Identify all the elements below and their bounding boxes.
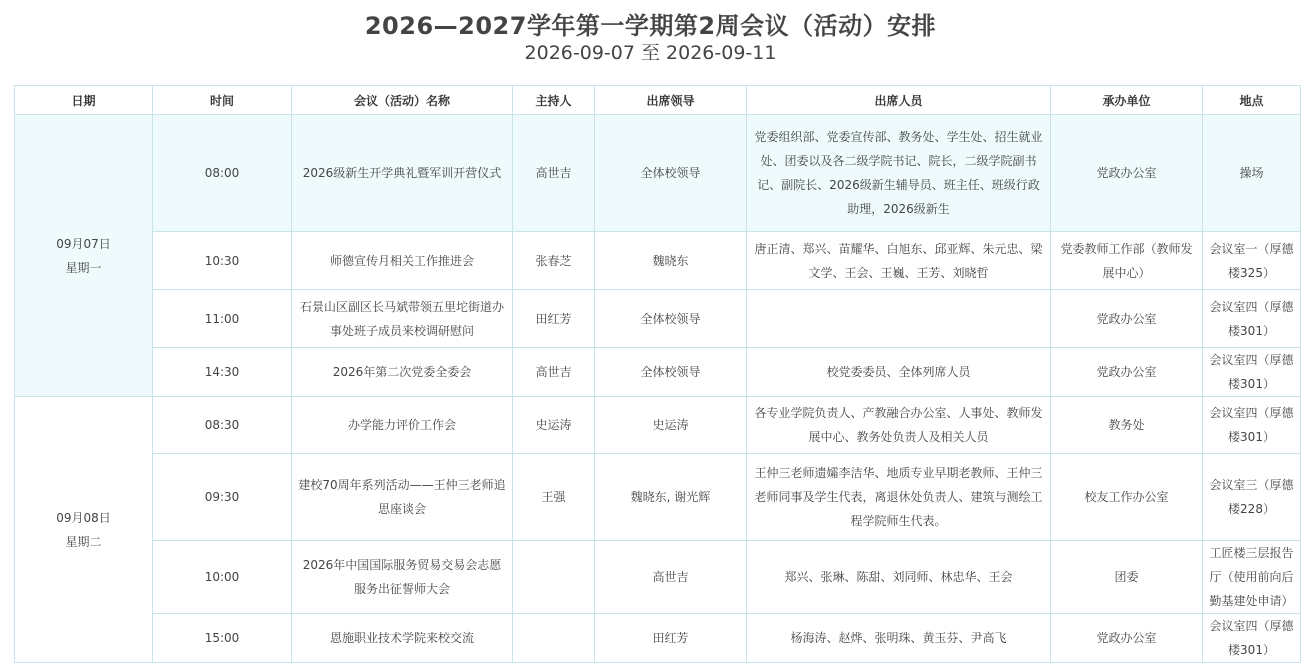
attendees-cell: 王仲三老师遗孀李洁华、地质专业早期老教师、王仲三老师同事及学生代表，离退休处负责人、建筑与测绘工程学院师生代表。 — [747, 454, 1051, 541]
header-unit: 承办单位 — [1051, 86, 1203, 115]
leaders-cell: 魏晓东, 谢光辉 — [595, 454, 747, 541]
unit-cell: 教务处 — [1051, 397, 1203, 454]
table-row — [15, 290, 1301, 348]
header-leaders: 出席领导 — [595, 86, 747, 115]
unit-cell: 校友工作办公室 — [1051, 454, 1203, 541]
time-cell: 08:30 — [153, 397, 292, 454]
unit-cell: 团委 — [1051, 541, 1203, 614]
host-cell: 史运涛 — [513, 397, 595, 454]
leaders-cell: 魏晓东 — [595, 232, 747, 290]
header-location: 地点 — [1203, 86, 1301, 115]
table-row — [15, 115, 1301, 232]
page-title: 2026—2027学年第一学期第2周会议（活动）安排 — [364, 12, 937, 40]
date-label: 09月07日 — [56, 236, 111, 251]
meeting-name-cell: 石景山区副区长马斌带领五里坨街道办事处班子成员来校调研慰问 — [292, 290, 513, 348]
header-attendees: 出席人员 — [747, 86, 1051, 115]
header-name: 会议（活动）名称 — [292, 86, 513, 115]
meeting-name-cell: 建校70周年系列活动——王仲三老师追思座谈会 — [292, 454, 513, 541]
meeting-name-cell: 2026年中国国际服务贸易交易会志愿服务出征誓师大会 — [292, 541, 513, 614]
time-cell: 15:00 — [153, 614, 292, 663]
leaders-cell: 田红芳 — [595, 614, 747, 663]
unit-cell: 党委教师工作部（教师发展中心） — [1051, 232, 1203, 290]
leaders-cell: 全体校领导 — [595, 348, 747, 397]
table-row — [15, 541, 1301, 614]
attendees-cell — [747, 290, 1051, 348]
location-cell: 会议室三（厚德楼228） — [1203, 454, 1301, 541]
time-cell: 14:30 — [153, 348, 292, 397]
table-row — [15, 454, 1301, 541]
host-cell — [513, 614, 595, 663]
date-label: 09月08日 — [56, 510, 111, 525]
leaders-cell: 高世吉 — [595, 541, 747, 614]
header-host: 主持人 — [513, 86, 595, 115]
attendees-cell: 党委组织部、党委宣传部、教务处、学生处、招生就业处、团委以及各二级学院书记、院长，二级学院副书记、副院长、2026级新生辅导员、班主任、班级行政助理，2026级新生 — [747, 115, 1051, 232]
time-cell: 09:30 — [153, 454, 292, 541]
schedule-table — [14, 85, 1301, 663]
meeting-name-cell: 办学能力评价工作会 — [292, 397, 513, 454]
table-row — [15, 614, 1301, 663]
table-row — [15, 397, 1301, 454]
host-cell: 张春芝 — [513, 232, 595, 290]
host-cell: 高世吉 — [513, 348, 595, 397]
leaders-cell: 史运涛 — [595, 397, 747, 454]
leaders-cell: 全体校领导 — [595, 290, 747, 348]
host-cell: 高世吉 — [513, 115, 595, 232]
location-cell: 会议室四（厚德楼301） — [1203, 348, 1301, 397]
location-cell: 工匠楼三层报告厅（使用前向后勤基建处申请） — [1203, 541, 1301, 614]
attendees-cell: 郑兴、张琳、陈甜、刘同师、林忠华、王会 — [747, 541, 1051, 614]
location-cell: 会议室四（厚德楼301） — [1203, 614, 1301, 663]
date-cell — [15, 115, 153, 397]
host-cell: 田红芳 — [513, 290, 595, 348]
location-cell: 会议室四（厚德楼301） — [1203, 397, 1301, 454]
host-cell: 王强 — [513, 454, 595, 541]
unit-cell: 党政办公室 — [1051, 290, 1203, 348]
meeting-name-cell: 师德宣传月相关工作推进会 — [292, 232, 513, 290]
attendees-cell: 唐正清、郑兴、苗耀华、白旭东、邱亚辉、朱元忠、梁文学、王会、王巍、王芳、刘晓哲 — [747, 232, 1051, 290]
location-cell: 会议室四（厚德楼301） — [1203, 290, 1301, 348]
weekday-label: 星期二 — [65, 534, 102, 549]
meeting-name-cell: 2026级新生开学典礼暨军训开营仪式 — [292, 115, 513, 232]
meeting-name-cell: 恩施职业技术学院来校交流 — [292, 614, 513, 663]
date-range: 2026-09-07 至 2026-09-11 — [524, 42, 777, 64]
table-header-row — [15, 86, 1301, 115]
location-cell: 操场 — [1203, 115, 1301, 232]
unit-cell: 党政办公室 — [1051, 115, 1203, 232]
location-cell: 会议室一（厚德楼325） — [1203, 232, 1301, 290]
header-date: 日期 — [15, 86, 153, 115]
table-row — [15, 232, 1301, 290]
date-cell — [15, 397, 153, 663]
leaders-cell: 全体校领导 — [595, 115, 747, 232]
attendees-cell: 各专业学院负责人、产教融合办公室、人事处、教师发展中心、教务处负责人及相关人员 — [747, 397, 1051, 454]
host-cell — [513, 541, 595, 614]
attendees-cell: 校党委委员、全体列席人员 — [747, 348, 1051, 397]
time-cell: 10:00 — [153, 541, 292, 614]
time-cell: 11:00 — [153, 290, 292, 348]
time-cell: 08:00 — [153, 115, 292, 232]
meeting-name-cell: 2026年第二次党委全委会 — [292, 348, 513, 397]
header-time: 时间 — [153, 86, 292, 115]
unit-cell: 党政办公室 — [1051, 348, 1203, 397]
time-cell: 10:30 — [153, 232, 292, 290]
table-row — [15, 348, 1301, 397]
weekday-label: 星期一 — [65, 260, 102, 275]
unit-cell: 党政办公室 — [1051, 614, 1203, 663]
attendees-cell: 杨海涛、赵烨、张明珠、黄玉芬、尹高飞 — [747, 614, 1051, 663]
